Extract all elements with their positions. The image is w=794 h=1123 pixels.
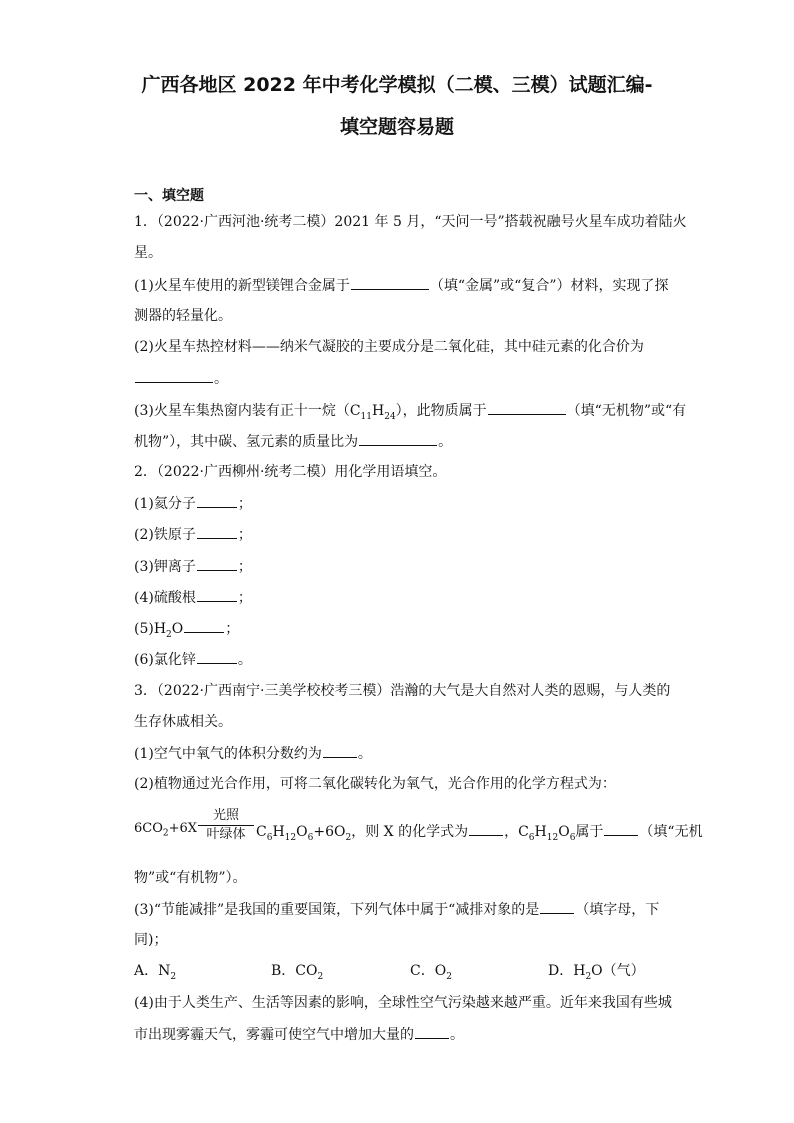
photosynthesis-equation: [134, 808, 703, 848]
q3-part4-text: 市出现雾霾天气，雾霾可使空气中增加大量的: [134, 1027, 414, 1043]
q2-item-label: (6)氯化锌: [134, 652, 196, 668]
subscript: 11: [360, 411, 372, 422]
q1-part2-line2: [134, 368, 664, 389]
section-heading: 一、填空题: [134, 188, 204, 204]
equation-reactants: $6CO_2+6X$: [134, 821, 198, 839]
reaction-arrow-line: [198, 825, 254, 826]
q1-part1-line2: 测器的轻量化。: [134, 308, 232, 324]
q1-part1-text: (1)火星车使用的新型镁锂合金属于: [134, 278, 350, 294]
q2-answer-blank[interactable]: [197, 524, 237, 539]
q3-answer-blank-4[interactable]: [540, 899, 574, 914]
option-d[interactable]: D．$H_2O$（气）: [548, 963, 645, 982]
q2-item-end: ；: [237, 590, 252, 606]
q1-answer-blank-3[interactable]: [488, 400, 566, 415]
q1-stem-line2: 星。: [134, 245, 162, 261]
reaction-condition: [198, 808, 254, 843]
q2-item: [134, 524, 664, 545]
q2-stem: 2．（2022·广西柳州·统考二模）用化学用语填空。: [134, 464, 447, 480]
q1-part3-hint: （填“无机物”或“有: [566, 403, 687, 419]
formula-element: H: [372, 403, 385, 419]
q1-part1-hint: （填“金属”或“复合”）材料，实现了探: [429, 278, 669, 294]
q3-part2-line3: 物”或“有机物”）。: [134, 870, 247, 886]
q1-answer-blank-1[interactable]: [351, 275, 429, 290]
q2-item-end: ；: [225, 621, 240, 637]
q2-item-label: (4)硫酸根: [134, 590, 196, 606]
equation-products: $C_6H_{12}O_6+6O_2$，则 X 的化学式为 ，$C_6H_{12}O_6$属于 （填“无机: [256, 821, 703, 841]
q2-answer-blank[interactable]: [197, 649, 237, 664]
subscript: 2: [166, 629, 172, 640]
q1-part3-text3: 机物”），其中碳、氢元素的质量比为: [134, 434, 359, 450]
q2-item-end: 。: [237, 652, 252, 668]
q2-answer-blank[interactable]: [197, 587, 237, 602]
q3-part1-text: (1)空气中氧气的体积分数约为: [134, 746, 322, 762]
q3-answer-blank-1[interactable]: [323, 743, 357, 758]
q2-item-label: O: [171, 621, 184, 637]
q3-stem-line1: 3．（2022·广西南宁·三美学校校考三模）浩瀚的大气是大自然对人类的恩赐，与人类的: [134, 683, 671, 699]
q3-part3-line2: 同)；: [134, 932, 168, 948]
q2-item-label: (1)氦分子: [134, 496, 196, 512]
option-c[interactable]: C．$O_2$: [410, 963, 452, 982]
q3-answer-blank-3[interactable]: [604, 821, 638, 836]
q3-stem-line2: 生存休戚相关。: [134, 714, 232, 730]
q3-part3-line1: [134, 899, 664, 920]
q1-part3-text: (3)火星车集热窗内装有正十一烷（C: [134, 403, 361, 419]
q1-answer-blank-2[interactable]: [135, 368, 213, 383]
q3-part4-end: 。: [450, 1027, 464, 1043]
q1-part1-line1: [134, 275, 669, 296]
q2-answer-blank[interactable]: [197, 493, 237, 508]
q2-item: [134, 556, 664, 577]
q3-answer-blank-2[interactable]: [469, 821, 503, 836]
condition-light: 光照: [212, 808, 239, 823]
q3-part3-text: (3)“节能减排”是我国的重要国策，下列气体中属于“减排对象的是: [134, 902, 540, 918]
q3-part2-line1: (2)植物通过光合作用，可将二氧化碳转化为氧气，光合作用的化学方程式为：: [134, 776, 616, 792]
q2-answer-blank[interactable]: [184, 618, 224, 633]
q1-part3-text2: ），此物质属于: [395, 403, 487, 419]
q2-item: [134, 493, 664, 514]
q1-part3-line2: [134, 431, 664, 452]
q3-part4-line2: [134, 1024, 664, 1045]
q1-part3-end: 。: [438, 434, 453, 450]
condition-chlorophyll: 叶绿体: [206, 827, 246, 842]
q3-part3-hint: （填字母，下: [575, 902, 660, 918]
q2-item-end: ；: [237, 496, 252, 512]
q2-answer-blank[interactable]: [197, 556, 237, 571]
q2-item: [134, 649, 664, 670]
q2-item-end: ；: [237, 527, 252, 543]
q2-item-label: (3)钾离子: [134, 559, 196, 575]
q3-part1: [134, 743, 664, 764]
q2-item-end: ；: [237, 559, 252, 575]
q3-answer-blank-5[interactable]: [415, 1024, 449, 1039]
option-a[interactable]: A．$N_2$: [134, 963, 177, 982]
q3-part1-end: 。: [357, 746, 372, 762]
q1-answer-blank-4[interactable]: [359, 431, 437, 446]
q2-item: [134, 587, 664, 608]
q3-part4-line1: (4)由于人类生产、生活等因素的影响，全球性空气污染越来越严重。近年来我国有些城: [134, 995, 672, 1011]
q1-part2-line1: (2)火星车热控材料——纳米气凝胶的主要成分是二氧化硅，其中硅元素的化合价为: [134, 339, 644, 355]
q1-part2-end: 。: [214, 371, 228, 387]
subscript: 24: [384, 411, 396, 422]
q2-item-label: (2)铁原子: [134, 527, 196, 543]
doc-title-line1: 广西各地区 2022 年中考化学模拟（二模、三模）试题汇编-: [141, 74, 653, 96]
option-b[interactable]: B．$CO_2$: [271, 963, 324, 982]
doc-title-line2: 填空题容易题: [339, 116, 454, 138]
q2-item-label: (5)H: [134, 621, 167, 637]
q1-part3-line1: [134, 400, 687, 422]
q2-item: [134, 618, 664, 639]
q1-stem-line1: 1．（2022·广西河池·统考二模）2021 年 5 月，“天问一号”搭载祝融号火星车成功着陆火: [134, 214, 687, 230]
